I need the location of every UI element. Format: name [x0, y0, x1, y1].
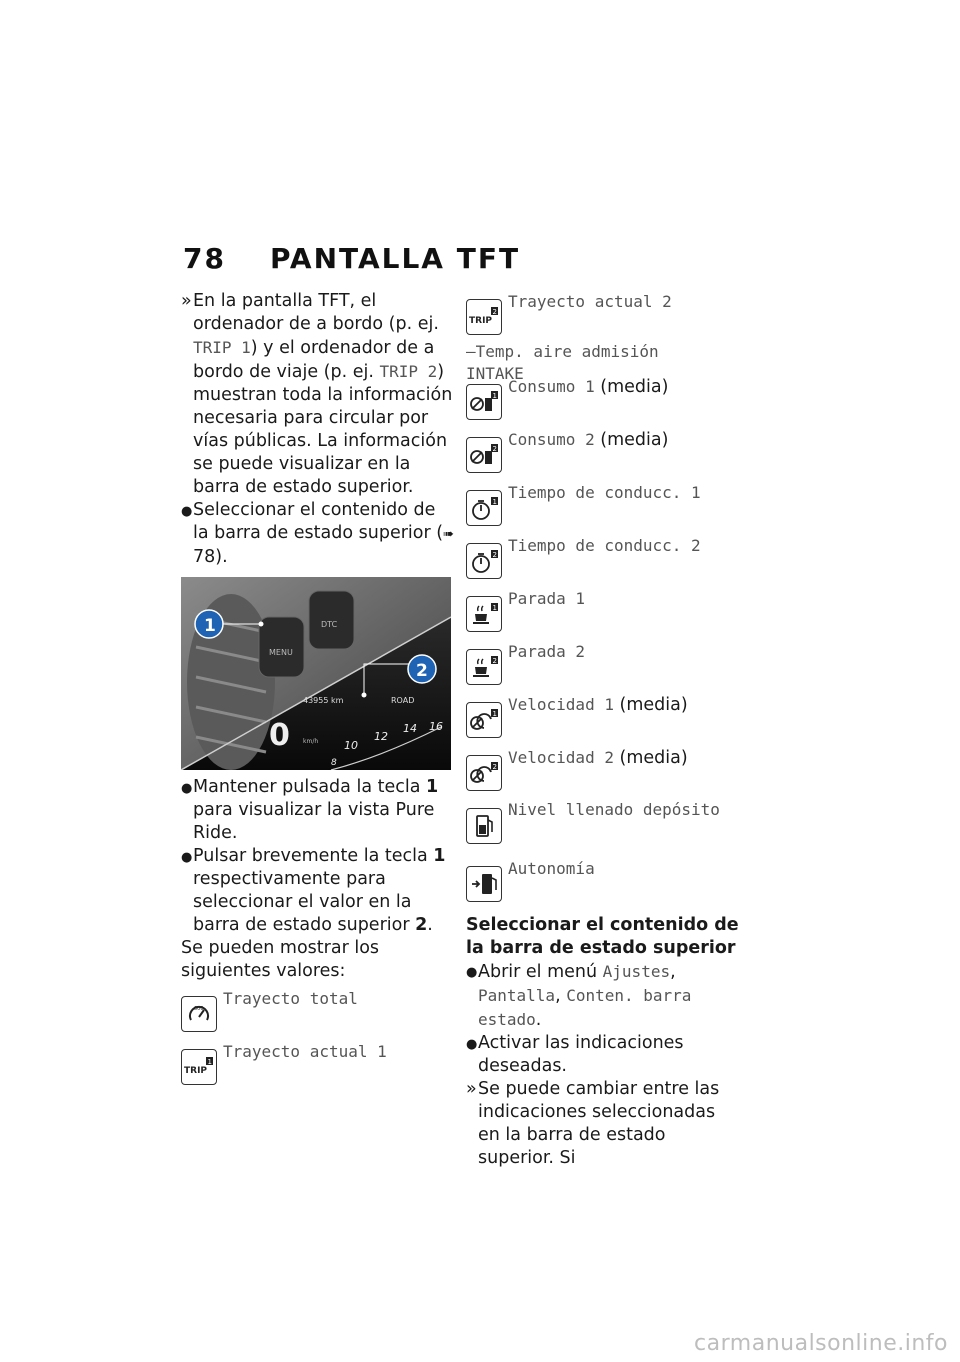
svg-text:TRIP: TRIP — [469, 316, 493, 326]
page-header — [183, 242, 520, 275]
step-open-menu: ● Abrir el menú Ajustes, Pantalla, Conten. barra estado. — [466, 962, 692, 1030]
riding-time-2-icon — [466, 543, 502, 579]
speed-2-icon — [466, 755, 502, 791]
tach-tick-8: 8 — [331, 758, 337, 768]
value-label: Nivel llenado depósito — [508, 800, 720, 819]
range-icon — [466, 866, 502, 902]
value-label: Trayecto total — [223, 989, 358, 1008]
code-trip-1: TRIP 1 — [193, 338, 251, 357]
svg-text:1: 1 — [492, 604, 497, 612]
section-heading: Seleccionar el contenido de la barra de estado superior — [466, 915, 739, 958]
consumption-2-icon — [466, 437, 502, 473]
value-label: Tiempo de conducc. 1 — [508, 483, 701, 502]
page-number: 78 — [183, 242, 226, 275]
value-row-speed-1: 1 Velocidad 1 (media) — [466, 691, 741, 742]
value-row-speed-2: 2 Velocidad 2 (media) — [466, 744, 741, 795]
handlebar-display-photo — [181, 577, 451, 770]
value-row-consumption-2: 2 Consumo 2 (media) — [466, 426, 741, 477]
bullet-icon: ● — [181, 504, 193, 519]
fuel-level-icon — [466, 808, 502, 844]
value-label: Trayecto actual 2 — [508, 292, 672, 311]
svg-text:2: 2 — [492, 657, 497, 665]
key-1-ref: 1 — [433, 846, 446, 866]
bullet-icon: ● — [181, 781, 193, 796]
bullet-icon: ● — [466, 965, 478, 980]
value-row-consumption-1: 1 Consumo 1 (media) — [466, 373, 741, 424]
key-2-ref: 2 — [415, 915, 428, 935]
value-row-trip-2 — [466, 288, 741, 339]
menu-button-label: MENU — [269, 648, 293, 657]
menu-path-display: Pantalla — [478, 986, 556, 1005]
result-paragraph-2: » Se puede cambiar entre las indicaciones seleccionadas en la barra de estado superior. Si — [466, 1079, 720, 1168]
value-row-stop-2 — [466, 638, 741, 689]
value-label: Velocidad 2 — [508, 748, 614, 767]
tach-tick-10: 10 — [344, 739, 358, 752]
svg-text:000: 000 — [194, 1006, 204, 1012]
result-marker-icon: » — [181, 291, 192, 311]
svg-text:TRIP: TRIP — [184, 1066, 208, 1076]
page-title: PANTALLA TFT — [269, 242, 521, 275]
odometer-reading: 43955 km — [303, 696, 344, 705]
intake-temp-label: –Temp. aire admisión INTAKE — [466, 342, 659, 383]
value-label: Consumo 1 — [508, 377, 595, 396]
menu-path-status-bar: Conten. barra estado — [478, 986, 692, 1029]
watermark: carmanualsonline.info — [694, 1331, 948, 1356]
riding-mode: ROAD — [391, 696, 415, 705]
step-activate: ● Activar las indicaciones deseadas. — [466, 1033, 684, 1076]
bullet-icon: ● — [181, 850, 193, 865]
value-row-fuel-level — [466, 797, 741, 853]
result-marker-icon: » — [466, 1079, 477, 1099]
handlebar-photo-svg — [181, 577, 451, 770]
result-paragraph: » En la pantalla TFT, el ordenador de a bordo (p. ej. TRIP 1) y el ordenador de a bordo de viaje (p. ej. TRIP 2) muestran toda la información necesaria para circular por vías públicas. La información se puede visualizar en la barra de estado superior. — [181, 291, 453, 497]
trip-1-icon — [181, 1049, 217, 1085]
riding-time-1-icon — [466, 490, 502, 526]
svg-text:1: 1 — [207, 1058, 212, 1066]
left-column — [181, 290, 456, 1089]
value-label: Velocidad 1 — [508, 695, 614, 714]
values-intro: Se pueden mostrar los siguientes valores: — [181, 938, 380, 981]
svg-text:1: 1 — [492, 498, 497, 506]
trip-2-icon — [466, 299, 502, 335]
value-label: Trayecto actual 1 — [223, 1042, 387, 1061]
value-label: Consumo 2 — [508, 430, 595, 449]
value-row-stop-1 — [466, 585, 741, 636]
value-row-range — [466, 855, 741, 906]
key-1-ref: 1 — [426, 777, 439, 797]
step-press-key: ● Pulsar brevemente la tecla 1 respectivamente para seleccionar el valor en la barra de estado superior 2. — [181, 846, 446, 935]
value-row-riding-time-1 — [466, 479, 741, 530]
odometer-icon — [181, 996, 217, 1032]
stop-1-icon — [466, 596, 502, 632]
page-reference[interactable]: 78 — [193, 547, 216, 567]
callout-2-label: 2 — [416, 661, 428, 681]
svg-text:2: 2 — [492, 308, 497, 316]
dtc-button-label: DTC — [321, 620, 338, 629]
bullet-icon: ● — [466, 1037, 478, 1052]
value-row-total-trip — [181, 985, 456, 1036]
svg-text:1: 1 — [492, 710, 497, 718]
value-row-riding-time-2 — [466, 532, 741, 583]
code-trip-2: TRIP 2 — [379, 362, 438, 381]
value-label: Tiempo de conducc. 2 — [508, 536, 701, 555]
consumption-1-icon — [466, 384, 502, 420]
speed-digit: 0 — [269, 718, 290, 753]
tach-tick-14: 14 — [403, 722, 417, 735]
svg-text:2: 2 — [492, 763, 497, 771]
page-reference-arrow-icon: ➠ — [443, 527, 454, 542]
stop-2-icon — [466, 649, 502, 685]
svg-text:2: 2 — [492, 445, 497, 453]
tach-tick-12: 12 — [374, 730, 388, 743]
callout-1-label: 1 — [204, 616, 216, 636]
menu-path-settings: Ajustes — [602, 962, 671, 981]
value-label: Parada 2 — [508, 642, 586, 661]
svg-text:1: 1 — [492, 392, 497, 400]
right-column — [466, 290, 741, 1170]
value-row-trip-1 — [181, 1038, 456, 1089]
tach-tick-16: 16 — [429, 720, 443, 733]
speed-1-icon — [466, 702, 502, 738]
svg-text:2: 2 — [492, 551, 497, 559]
value-label: Parada 1 — [508, 589, 586, 608]
step-select-content: ● Seleccionar el contenido de la barra de estado superior (➠ 78). — [181, 500, 454, 567]
speed-unit: km/h — [303, 738, 319, 745]
step-hold-key: ● Mantener pulsada la tecla 1 para visualizar la vista Pure Ride. — [181, 777, 439, 843]
value-label: Autonomía — [508, 859, 595, 878]
